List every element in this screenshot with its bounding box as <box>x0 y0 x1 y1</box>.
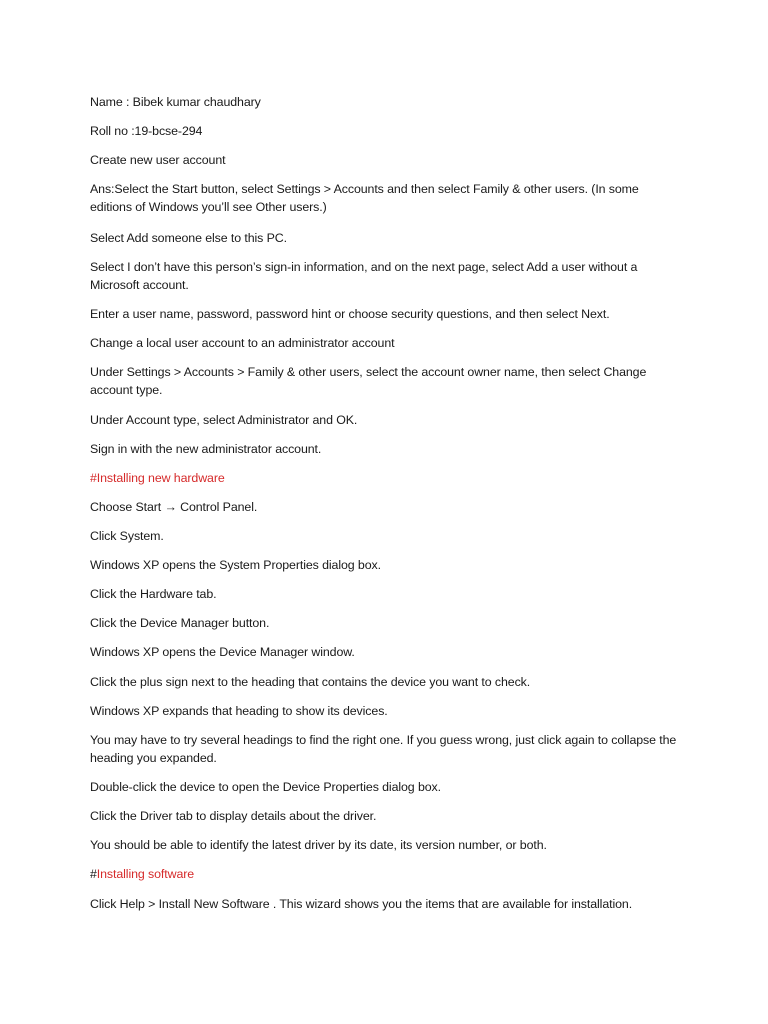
paragraph-system-properties: Windows XP opens the System Properties dialog box. <box>90 558 381 572</box>
paragraph-driver-tab: Click the Driver tab to display details about the driver. <box>90 809 377 823</box>
paragraph-double-click-device: Double-click the device to open the Device Properties dialog box. <box>90 780 441 794</box>
paragraph-sign-in: Sign in with the new administrator account. <box>90 442 322 456</box>
paragraph-enter-username: Enter a user name, password, password hint or choose security questions, and then select Next. <box>90 307 610 321</box>
paragraph-device-manager-button: Click the Device Manager button. <box>90 616 270 630</box>
heading-hash-mark: # <box>90 867 97 881</box>
heading-installing-hardware: #Installing new hardware <box>90 471 225 485</box>
paragraph-no-signin-info: Select I don’t have this person’s sign-in information, and on the next page, select Add a user without a Microsoft account. <box>90 260 638 292</box>
paragraph-identify-driver: You should be able to identify the latest driver by its date, its version number, or both. <box>90 838 547 852</box>
paragraph-under-settings: Under Settings > Accounts > Family & other users, select the account owner name, then select Change account type. <box>90 365 647 397</box>
paragraph-add-someone: Select Add someone else to this PC. <box>90 231 287 245</box>
paragraph-click-system: Click System. <box>90 529 164 543</box>
paragraph-plus-sign: Click the plus sign next to the heading that contains the device you want to check. <box>90 675 531 689</box>
paragraph-expands-heading: Windows XP expands that heading to show its devices. <box>90 704 388 718</box>
heading-installing-software-label: Installing software <box>96 867 195 881</box>
section-title-change-account: Change a local user account to an administrator account <box>90 336 395 350</box>
paragraph-choose-start: Choose Start → Control Panel. <box>90 500 258 514</box>
paragraph-install-new-software: Click Help > Install New Software . This wizard shows you the items that are available for installation. <box>90 897 633 911</box>
paragraph-hardware-tab: Click the Hardware tab. <box>90 587 217 601</box>
student-name: Name : Bibek kumar chaudhary <box>90 95 261 109</box>
paragraph-answer-intro: Ans:Select the Start button, select Settings > Accounts and then select Family & other users. (In some editions of Windows you’ll see Other users.) <box>90 182 639 214</box>
paragraph-account-type: Under Account type, select Administrator and OK. <box>90 413 358 427</box>
heading-installing-software <box>90 865 680 883</box>
paragraph-device-manager-window: Windows XP opens the Device Manager window. <box>90 645 355 659</box>
section-title-create-user: Create new user account <box>90 153 226 167</box>
paragraph-several-headings: You may have to try several headings to find the right one. If you guess wrong, just click again to collapse the heading you expanded. <box>90 733 677 765</box>
roll-number: Roll no :19-bcse-294 <box>90 124 203 138</box>
